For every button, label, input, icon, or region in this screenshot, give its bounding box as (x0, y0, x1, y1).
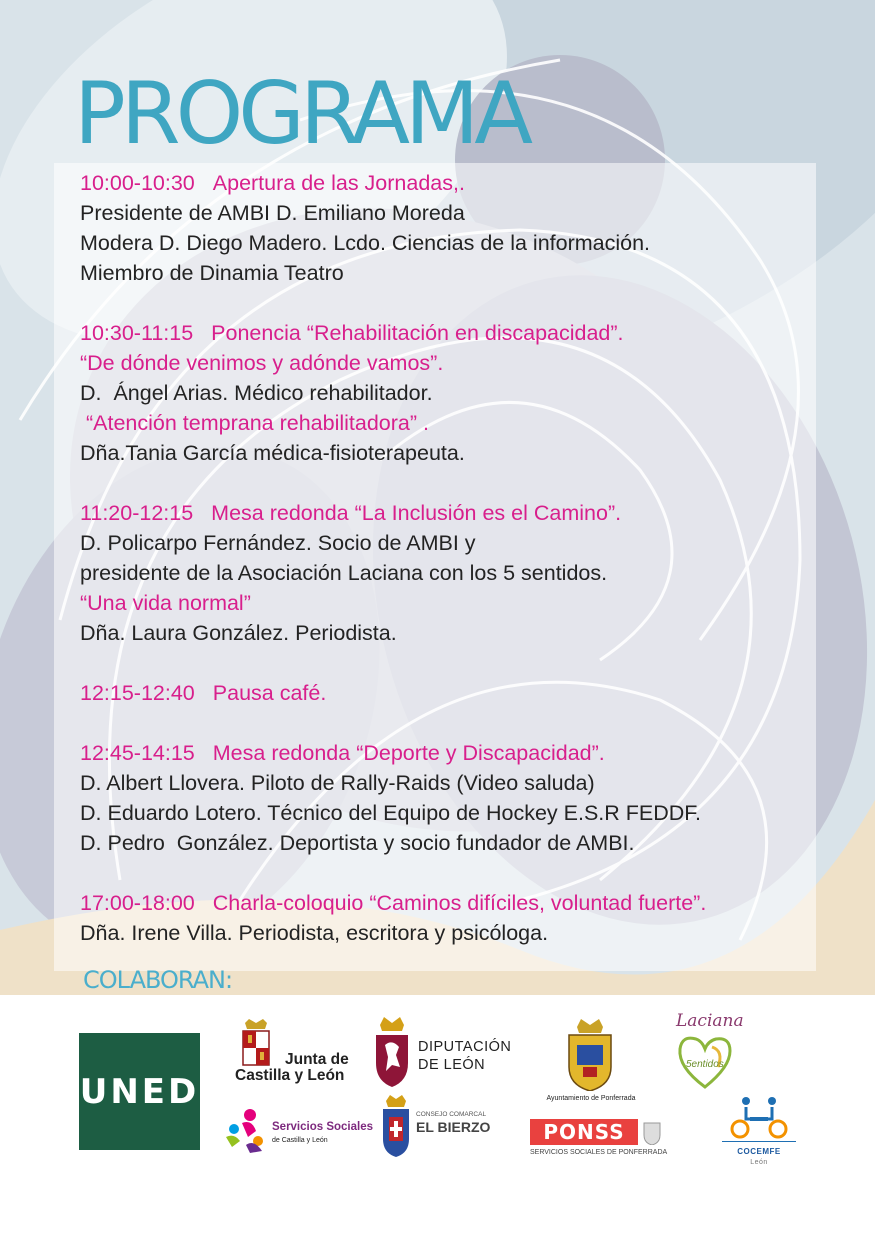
ponferrada-logo (536, 1017, 646, 1105)
junta-line-1: Junta de (285, 1051, 349, 1068)
program-line: D. Eduardo Lotero. Técnico del Equipo de Hockey E.S.R FEDDF. (80, 801, 702, 825)
session-time: 12:45-14:15 (80, 741, 195, 765)
ponss-line-2: SERVICIOS SOCIALES DE PONFERRADA (530, 1149, 668, 1156)
program-line: D. Ángel Arias. Médico rehabilitador. (80, 381, 433, 405)
page-title: PROGRAMA (74, 64, 529, 164)
program-block (80, 318, 820, 468)
session-time: 12:15-12:40 (80, 681, 195, 705)
session-title: Ponencia “Rehabilitación en discapacidad”. (211, 321, 624, 345)
session-title: Pausa café. (212, 681, 327, 705)
session-title: Charla-coloquio “Caminos difíciles, voluntad fuerte”. (212, 891, 707, 915)
program-line: D. Policarpo Fernández. Socio de AMBI y (80, 531, 476, 555)
session-header (80, 888, 820, 918)
session-title: Mesa redonda “Deporte y Discapacidad”. (212, 741, 605, 765)
session-header (80, 678, 820, 708)
logos-footer (0, 995, 875, 1241)
program-line: Modera D. Diego Madero. Lcdo. Ciencias de la información. (80, 231, 651, 255)
session-header (80, 318, 820, 348)
servicios-line-2: de Castilla y León (272, 1137, 328, 1144)
session-time: 10:00-10:30 (80, 171, 195, 195)
diputacion-line-1: DIPUTACIÓN (418, 1039, 512, 1055)
cocemfe-logo (720, 1095, 798, 1175)
cocemfe-divider (722, 1141, 796, 1142)
collaborators-heading: COLABORAN: (83, 966, 233, 994)
bierzo-line-2: EL BIERZO (416, 1119, 491, 1135)
shield-icon (565, 1017, 615, 1091)
laciana-logo (672, 1011, 744, 1093)
program-block (80, 498, 820, 648)
session-title: Mesa redonda “La Inclusión es el Camino”. (211, 501, 622, 525)
program-block (80, 678, 820, 708)
session-header (80, 498, 820, 528)
program-line: Dña. Irene Villa. Periodista, escritora y psicóloga. (80, 921, 549, 945)
program-line: D. Pedro González. Deportista y socio fundador de AMBI. (80, 831, 635, 855)
ponss-logo (530, 1119, 668, 1161)
wheelchair-icon (720, 1095, 798, 1139)
program-block (80, 168, 820, 288)
program-line: presidente de la Asociación Laciana con los 5 sentidos. (80, 561, 608, 585)
bierzo-shield-icon (380, 1093, 412, 1159)
ponss-line-1: PONSS (530, 1119, 638, 1145)
laciana-line-1: Laciana (676, 1011, 744, 1031)
session-header (80, 738, 820, 768)
people-icon (222, 1107, 270, 1155)
laciana-line-2: 5entidos (686, 1059, 724, 1070)
session-header (80, 168, 820, 198)
servicios-line-1: Servicios Sociales (272, 1121, 374, 1133)
program-block (80, 888, 820, 948)
session-time: 17:00-18:00 (80, 891, 195, 915)
program-line: “Atención temprana rehabilitadora” . (80, 411, 429, 435)
junta-castilla-leon-logo (233, 1017, 363, 1087)
uned-logo: UNED (79, 1033, 200, 1150)
program-line: Dña.Tania García médica-fisioterapeuta. (80, 441, 465, 465)
program-list (80, 168, 820, 978)
cocemfe-line-1: COCEMFE (737, 1147, 781, 1156)
el-bierzo-logo (380, 1093, 500, 1159)
junta-line-2: Castilla y León (235, 1067, 345, 1084)
program-line: Dña. Laura González. Periodista. (80, 621, 397, 645)
program-line: D. Albert Llovera. Piloto de Rally-Raids (Video saluda) (80, 771, 595, 795)
ponferrada-caption: Ayuntamiento de Ponferrada (546, 1095, 636, 1102)
session-time: 11:20-12:15 (80, 501, 194, 525)
program-line: Miembro de Dinamia Teatro (80, 261, 344, 285)
bierzo-line-1: CONSEJO COMARCAL (416, 1111, 487, 1118)
program-line: “Una vida normal” (80, 591, 251, 615)
cocemfe-line-2: León (750, 1159, 768, 1166)
diputacion-line-2: DE LEÓN (418, 1057, 486, 1073)
program-line: “De dónde venimos y adónde vamos”. (80, 351, 444, 375)
program-line: Presidente de AMBI D. Emiliano Moreda (80, 201, 465, 225)
session-time: 10:30-11:15 (80, 321, 194, 345)
diputacion-leon-logo (372, 1015, 512, 1089)
program-block (80, 738, 820, 858)
crown-lion-icon (372, 1015, 412, 1089)
ponss-shield-icon (642, 1121, 662, 1145)
session-title: Apertura de las Jornadas,. (212, 171, 465, 195)
servicios-sociales-logo (222, 1107, 374, 1155)
